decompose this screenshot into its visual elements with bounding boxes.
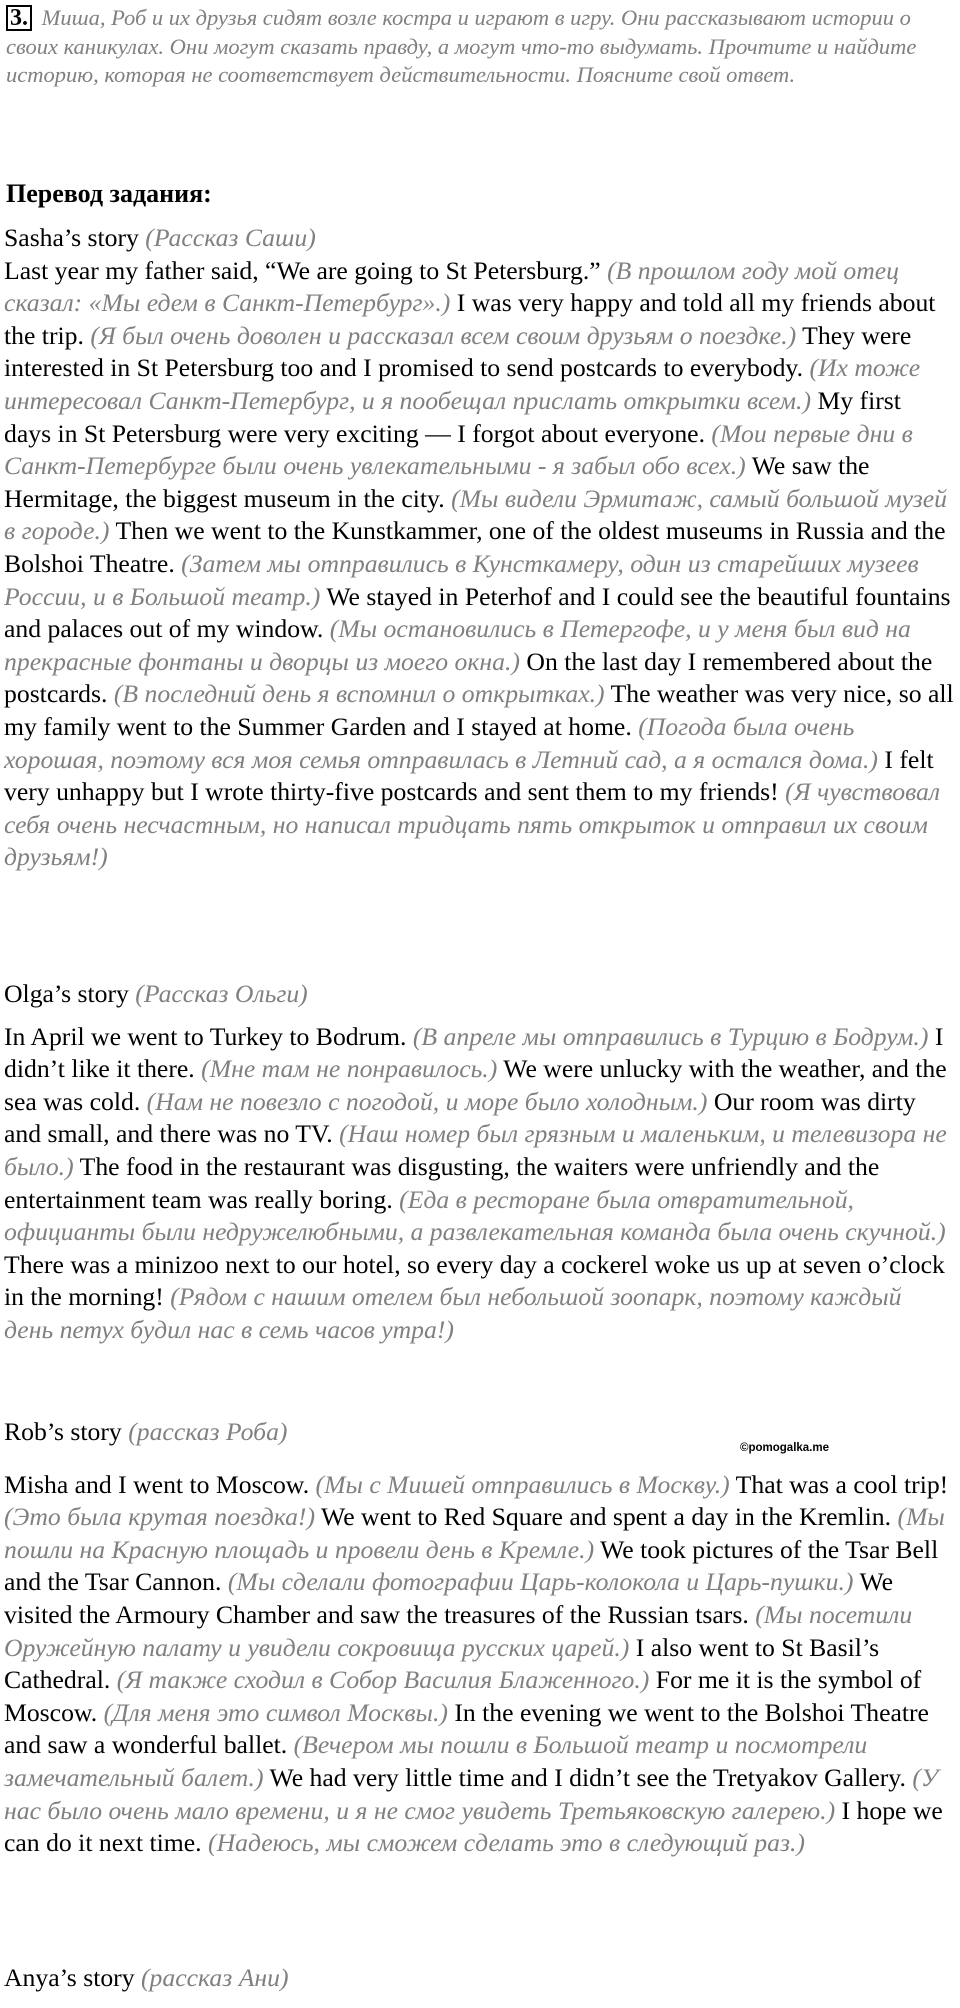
- sentence-translation: (Мы пошли на Красную площадь и провели день в Кремле.): [4, 1502, 945, 1564]
- sentence-en: For me it is the symbol of Moscow.: [4, 1665, 922, 1727]
- sentence-translation: (Я также сходил в Собор Василия Блаженного.): [116, 1665, 650, 1695]
- sentence-translation: (Еда в ресторане была отвратительной, официанты были недружелюбными, а развлекательная команда была очень скучной.): [4, 1184, 946, 1247]
- sentence-translation: (Я был очень доволен и рассказал всем своим друзьям о поездке.): [90, 320, 797, 350]
- sentence-en: They were interested in St Petersburg too and I promised to send postcards to everybody.: [4, 320, 912, 383]
- sentence-en: The food in the restaurant was disgusting, the waiters were unfriendly and the entertainment team was really boring.: [4, 1151, 880, 1214]
- story-anya: [4, 1962, 954, 1995]
- story-title-translation: (Рассказ Саши): [145, 223, 316, 252]
- sentence-translation: (У нас было очень мало времени, и я не смог увидеть Третьяковскую галерею.): [4, 1762, 939, 1825]
- story-body: [4, 1021, 954, 1347]
- sentence-en: My first days in St Petersburg were very exciting — I forgot about everyone.: [4, 385, 901, 448]
- story-title-en: Anya’s story: [4, 1963, 135, 1992]
- sentence-translation: (Рядом с нашим отелем был небольшой зоопарк, поэтому каждый день петух будил нас в семь часов утра!): [4, 1282, 902, 1344]
- sentence-en: We were unlucky with the weather, and the sea was cold.: [4, 1054, 947, 1116]
- sentence-translation: (В последний день я вспомнил о открытках.): [113, 679, 605, 709]
- sentence-translation: (Для меня это символ Москвы.): [103, 1697, 448, 1727]
- story-sasha: [4, 222, 954, 874]
- watermark: ©pomogalka.me: [740, 1442, 829, 1454]
- sentence-translation: (Надеюсь, мы сможем сделать это в следующий раз.): [208, 1828, 805, 1858]
- story-title: [4, 978, 954, 1011]
- story-rob: [4, 1416, 954, 1860]
- story-title-translation: (рассказ Ани): [141, 1963, 289, 1992]
- sentence-en: I didn’t like it there.: [4, 1021, 944, 1084]
- sentence-en: That was a cool trip!: [735, 1469, 949, 1499]
- task-block: [6, 4, 941, 90]
- sentence-translation: (Мне там не понравилось.): [201, 1054, 498, 1084]
- sentence-en: We stayed in Peterhof and I could see the beautiful fountains and palaces out of my window.: [4, 581, 951, 644]
- sentence-en: Then we went to the Kunstkammer, one of the oldest museums in Russia and the Bolshoi Theatre.: [4, 516, 946, 578]
- sentence-translation: (В апреле мы отправились в Турцию в Бодрум.): [412, 1021, 929, 1051]
- sentence-en: On the last day I remembered about the postcards.: [4, 646, 933, 709]
- sentence-translation: (Мы посетили Оружейную палату и увидели сокровища русских царей.): [4, 1599, 913, 1662]
- sentence-en: In the evening we went to the Bolshoi Theatre and saw a wonderful ballet.: [4, 1697, 929, 1760]
- sentence-en: In April we went to Turkey to Bodrum.: [4, 1021, 407, 1051]
- story-title-en: Sasha’s story: [4, 223, 139, 252]
- sentence-translation: (Мы остановились в Петергофе, и у меня был вид на прекрасные фонтаны и дворцы из моего окна.): [4, 614, 911, 676]
- sentence-en: I was very happy and told all my friends about the trip.: [4, 288, 936, 350]
- sentence-translation: (Мы видели Эрмитаж, самый большой музей в городе.): [4, 483, 947, 546]
- sentence-translation: (Их тоже интересовал Санкт-Петербург, и я пообещал прислать открытки всем.): [4, 353, 921, 415]
- story-title-en: Olga’s story: [4, 979, 129, 1008]
- sentence-en: I hope we can do it next time.: [4, 1795, 943, 1858]
- sentence-en: Misha and I went to Moscow.: [4, 1469, 310, 1499]
- story-title: [4, 222, 954, 255]
- sentence-en: We had very little time and I didn’t see the Tretyakov Gallery.: [269, 1762, 906, 1792]
- sentence-translation: (В прошлом году мой отец сказал: «Мы едем в Санкт-Петербург».): [4, 255, 900, 318]
- translation-heading: Перевод задания:: [6, 179, 212, 208]
- sentence-translation: (Я чувствовал себя очень несчастным, но написал тридцать пять открыток и отправил их своим друзьям!): [4, 777, 941, 872]
- sentence-translation: (Вечером мы пошли в Большой театр и посмотрели замечательный балет.): [4, 1730, 868, 1792]
- sentence-translation: (Мы с Мишей отправились в Москву.): [315, 1469, 730, 1499]
- task-text: Миша, Роб и их друзья сидят возле костра и играют в игру. Они рассказывают истории о своих каникулах. Они могут сказать правду, а могут что-то выдумать. Прочтите и найдите историю, которая не соответствует действительности. Поясните свой ответ.: [6, 5, 917, 87]
- sentence-en: The weather was very nice, so all my family went to the Summer Garden and I stayed at home.: [4, 679, 954, 741]
- sentence-en: I also went to St Basil’s Cathedral.: [4, 1632, 880, 1695]
- task-number: 3.: [6, 5, 32, 31]
- story-title-translation: (Рассказ Ольги): [135, 979, 308, 1008]
- sentence-translation: (Мои первые дни в Санкт-Петербурге были очень увлекательными - я забыл обо всех.): [4, 418, 913, 481]
- sentence-en: We visited the Armoury Chamber and saw the treasures of the Russian tsars.: [4, 1567, 894, 1629]
- sentence-en: Last year my father said, “We are going to St Petersburg.”: [4, 255, 601, 285]
- story-title-en: Rob’s story: [4, 1417, 122, 1446]
- sentence-translation: (Затем мы отправились в Кунсткамеру, один из старейших музеев России, и в Большой театр.): [4, 548, 919, 611]
- sentence-en: There was a minizoo next to our hotel, so every day a cockerel woke us up at seven o’clock in the morning!: [4, 1249, 945, 1312]
- sentence-translation: (Погода была очень хорошая, поэтому вся моя семья отправилась в Летний сад, а я остался дома.): [4, 711, 878, 774]
- sentence-en: Our room was dirty and small, and there was no TV.: [4, 1086, 916, 1149]
- sentence-en: We went to Red Square and spent a day in the Kremlin.: [321, 1502, 892, 1532]
- story-body: [4, 255, 954, 874]
- sentence-en: We saw the Hermitage, the biggest museum in the city.: [4, 451, 870, 513]
- story-olga: [4, 978, 954, 1347]
- story-title-translation: (рассказ Роба): [128, 1417, 288, 1446]
- sentence-translation: (Наш номер был грязным и маленьким, и телевизора не было.): [4, 1119, 947, 1181]
- sentence-translation: (Мы сделали фотографии Царь-колокола и Царь-пушки.): [227, 1567, 854, 1597]
- story-body: [4, 1469, 954, 1860]
- sentence-translation: (Нам не повезло с погодой, и море было холодным.): [146, 1086, 708, 1116]
- story-title: [4, 1962, 954, 1995]
- sentence-en: We took pictures of the Tsar Bell and the Tsar Cannon.: [4, 1534, 939, 1597]
- sentence-translation: (Это была крутая поездка!): [4, 1502, 316, 1532]
- sentence-en: I felt very unhappy but I wrote thirty-five postcards and sent them to my friends!: [4, 744, 934, 807]
